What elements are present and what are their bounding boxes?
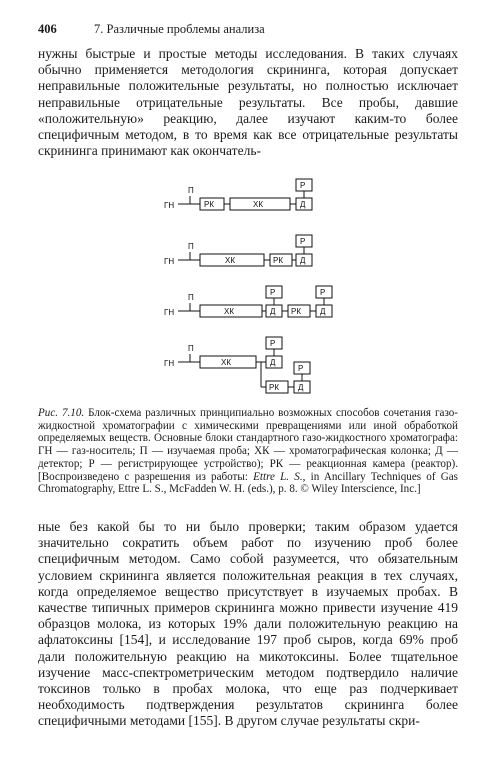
label-gn: ГН: [164, 359, 175, 368]
label-d: Д: [320, 307, 326, 316]
scheme-3: [164, 286, 332, 317]
caption-ref-authors: Ettre L. S.,: [253, 470, 306, 483]
paragraph-bottom: ные без какой бы то ни было проверки; таким образом удается значительно сократить объем работ по изучению проб более специфичным методом. Само собой разумеется, что обязательным условием скрининга является положительная реакция в тех случаях, когда определяемое вещество присутствует в изучаемых пробах. В качестве типичных примеров скрининга можно привести изучение 419 образцов молока, из которых 19% дали положительную реакцию на афлатоксины [154], и исследование 197 проб сыров, когда 69% проб дали положительную реакцию на микотоксины. Более тщательное изучение масс-спектрометрическим методом подтвердило наличие токсинов только в пробах молока, что еще раз подчеркивает необходимость подтверждения результатов скрининга более специфичными методами [155]. В другом случае результаты скри-: [38, 519, 458, 729]
caption-ref-rest: in Ancillary Techniques of Gas Chromatography, Ettre L. S., McFadden W. H. (eds.), p. 8. © Wiley Interscience, Inc.]: [38, 470, 459, 496]
label-d: Д: [270, 307, 276, 316]
label-r: Р: [270, 288, 276, 297]
label-r: Р: [320, 288, 326, 297]
label-xk: ХК: [221, 358, 231, 367]
label-p: П: [188, 242, 194, 251]
paragraph-top: нужны быстрые и простые методы исследования. В таких случаях обычно применяется методология скрининга, которая допускает неправильные положительные результаты, но полностью исключает неправильные отрицательные результаты. Все пробы, давшие «положительную» реакцию, далее изучают каким-то более специфичным методом, в то время как все отрицательные результаты скрининга принимают как окончатель-: [38, 46, 458, 159]
label-p: П: [188, 344, 194, 353]
label-p: П: [188, 293, 194, 302]
label-d: Д: [300, 200, 306, 209]
label-d: Д: [298, 383, 304, 392]
caption-text: Блок-схема различных принципиально возможных способов сочетания газо-жидкостной хроматографии с химическими превращениями или иной обработкой определяемых веществ. Основные блоки стандартного газо-жидкостного хроматографа: ГН — газ-носитель; П — изучаемая проба; ХК — хроматографическая колонка; Д — детектор; Р — регистрирующее устройство); РК — реакционная камера (реактор). [Воспроизведено с разрешения из работы:: [38, 407, 459, 483]
label-gn: ГН: [164, 308, 175, 317]
label-rk: РК: [204, 200, 214, 209]
label-p: П: [188, 186, 194, 195]
label-r: Р: [270, 339, 276, 348]
page-number: 406: [38, 22, 57, 36]
label-d: Д: [300, 256, 306, 265]
label-rk: РК: [273, 256, 283, 265]
scheme-4: [164, 337, 310, 393]
label-r: Р: [300, 237, 306, 246]
label-rk: РК: [269, 383, 279, 392]
caption-lead: Рис. 7.10.: [38, 407, 85, 419]
label-r: Р: [300, 181, 306, 190]
scheme-2: [164, 235, 312, 266]
label-xk: ХК: [224, 307, 234, 316]
label-xk: ХК: [225, 256, 235, 265]
figure-caption: [38, 407, 458, 496]
label-gn: ГН: [164, 257, 175, 266]
running-header: [38, 22, 458, 38]
label-d: Д: [270, 358, 276, 367]
chapter-title: 7. Различные проблемы анализа: [94, 22, 265, 36]
label-r: Р: [298, 364, 304, 373]
scheme-1: [164, 179, 312, 210]
label-rk: РК: [291, 307, 301, 316]
label-xk: ХК: [253, 200, 263, 209]
block-diagram: [130, 168, 360, 398]
label-gn: ГН: [164, 201, 175, 210]
